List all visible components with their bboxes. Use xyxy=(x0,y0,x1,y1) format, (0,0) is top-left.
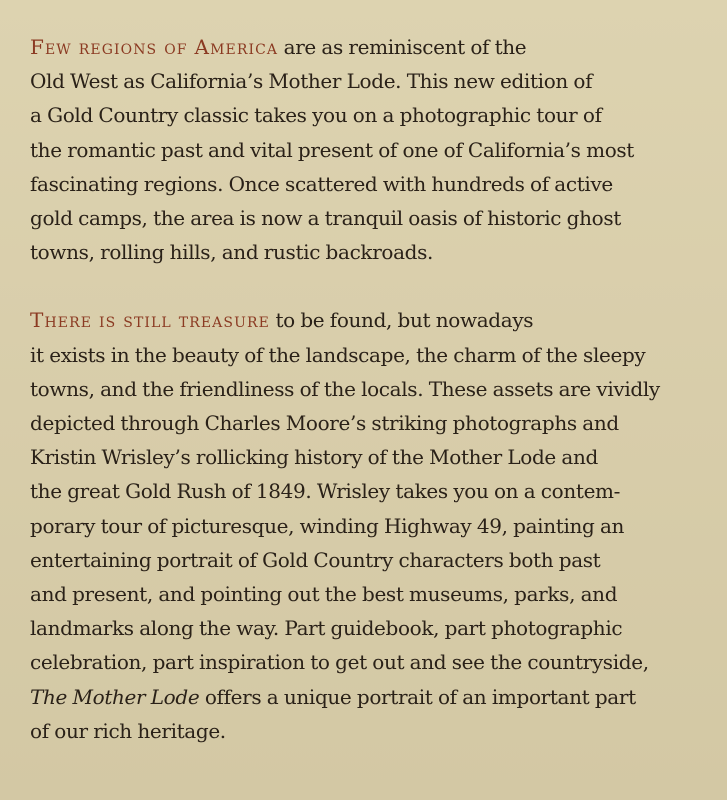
text-line: it exists in the beauty of the landscape, the charm of the sleepy xyxy=(30,342,646,367)
text-line: The Mother Lode offers a unique portrait of an important part xyxy=(30,684,636,709)
text-line: Kristin Wrisley’s rollicking history of the Mother Lode and xyxy=(30,445,598,470)
text-line: entertaining portrait of Gold Country characters both past xyxy=(30,547,601,572)
text-line: the romantic past and vital present of one of California’s most xyxy=(30,137,634,162)
text-line: a Gold Country classic takes you on a photographic tour of xyxy=(30,103,602,128)
text-line: fascinating regions. Once scattered with hundreds of active xyxy=(30,171,613,196)
text-line: towns, rolling hills, and rustic backroads. xyxy=(30,240,434,265)
paragraph-1 xyxy=(30,30,707,269)
lead-in-small-caps: Few regions of America xyxy=(30,35,279,59)
text-line: celebration, part inspiration to get out and see the countryside, xyxy=(30,650,649,675)
lead-in-small-caps: There is still treasure xyxy=(30,308,270,333)
text-line: Old West as California’s Mother Lode. This new edition of xyxy=(30,69,593,94)
text-line: landmarks along the way. Part guidebook, part photographic xyxy=(30,616,623,641)
text-line: the great Gold Rush of 1849. Wrisley takes you on a contem- xyxy=(30,479,621,504)
paragraph-2 xyxy=(30,303,707,748)
text-line: There is still treasure to be found, but nowadays xyxy=(30,308,534,333)
text-line: towns, and the friendliness of the locals. These assets are vividly xyxy=(30,376,660,401)
text-line: of our rich heritage. xyxy=(30,718,226,743)
text-line: Few regions of America are as reminiscent of the xyxy=(30,35,527,59)
text-line: gold camps, the area is now a tranquil oasis of historic ghost xyxy=(30,206,621,231)
text-line: porary tour of picturesque, winding Highway 49, painting an xyxy=(30,513,625,538)
text-line: depicted through Charles Moore’s striking photographs and xyxy=(30,411,619,436)
text-line: and present, and pointing out the best museums, parks, and xyxy=(30,582,618,607)
book-title-italic: The Mother Lode xyxy=(30,684,200,709)
